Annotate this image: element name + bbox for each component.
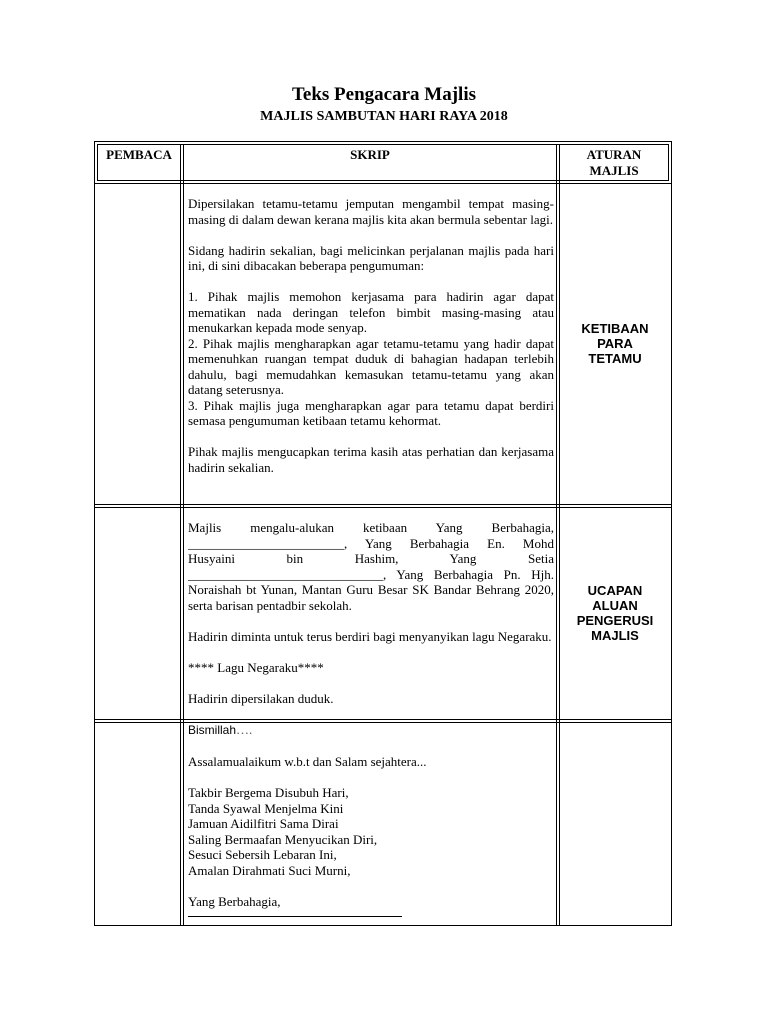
row2-aturan [560, 583, 670, 643]
header-skrip: SKRIP [350, 147, 390, 162]
row1-aturan-line: PARA [597, 336, 633, 351]
pantun-line: Takbir Bergema Disubuh Hari, [188, 785, 349, 800]
header-aturan-line1: ATURAN [586, 147, 642, 162]
closing-line: Yang Berbahagia, [188, 893, 281, 909]
header-aturan [560, 147, 668, 179]
row2-aturan-line: MAJLIS [591, 628, 639, 643]
name-blank-3 [188, 916, 402, 917]
row3-script [188, 722, 554, 909]
greeting-line: Assalamualaikum w.b.t dan Salam sejahtera... [188, 754, 427, 769]
table-border-right-inner [668, 144, 669, 180]
row-divider-1 [94, 504, 672, 505]
header-pembaca: PEMBACA [106, 147, 172, 162]
bismillah-text: Bismillah [188, 723, 237, 737]
row2-script [188, 520, 554, 706]
row2-line-text: , Yang Berbahagia En. Mohd [344, 535, 554, 551]
column-divider-2 [556, 144, 557, 926]
row1-paragraph: Sidang hadirin sekalian, bagi melicinkan perjalanan majlis pada hari ini, di sini dibacakan beberapa pengumuman: [188, 242, 554, 273]
name-blank-1: ________________________ [188, 535, 344, 551]
header-aturan-line2: MAJLIS [589, 163, 639, 178]
row2-paragraph: Hadirin diminta untuk terus berdiri bagi menyanyikan lagu Negaraku. [188, 628, 552, 644]
pantun-line: Tanda Syawal Menjelma Kini [188, 800, 344, 816]
row1-paragraph: 1. Pihak majlis memohon kerjasama para hadirin agar dapat mematikan nada deringan telefon bimbit masing-masing atau menukarkan kepada mode senyap. [188, 289, 554, 335]
row1-aturan-line: KETIBAAN [581, 321, 649, 336]
row2-line [188, 536, 554, 552]
row2-aturan-line: ALUAN [592, 598, 638, 613]
document-title: Teks Pengacara Majlis [291, 84, 476, 105]
pantun-line: Jamuan Aidilfitri Sama Dirai [188, 816, 339, 831]
pantun-line: Sesuci Sebersih Lebaran Ini, [188, 847, 337, 862]
column-divider-1b [183, 144, 184, 926]
name-blank-2: ______________________________ [188, 566, 383, 582]
row1-aturan [560, 321, 670, 366]
bismillah-dots: …. [236, 722, 253, 737]
row2-line-text: , Yang Berbahagia Pn. Hjh. [383, 566, 554, 582]
lagu-negaraku-note: **** Lagu Negaraku**** [188, 659, 324, 675]
pantun-line: Saling Bermaafan Menyucikan Diri, [188, 831, 378, 847]
row2-line [188, 567, 554, 583]
row-divider-1b [94, 507, 672, 508]
row1-paragraph: Dipersilakan tetamu-tetamu jemputan mengambil tempat masing-masing di dalam dewan kerana majlis kita akan bermula sebentar lagi. [188, 196, 554, 227]
row-divider-2 [94, 719, 672, 720]
column-divider-2b [559, 144, 560, 926]
row1-aturan-line: TETAMU [588, 351, 642, 366]
row2-aturan-line: PENGERUSI [576, 613, 654, 628]
document-subtitle: MAJLIS SAMBUTAN HARI RAYA 2018 [260, 109, 508, 124]
row1-script [188, 196, 554, 475]
row1-paragraph: Pihak majlis mengucapkan terima kasih atas perhatian dan kerjasama hadirin sekalian. [188, 444, 554, 475]
row1-paragraph: 3. Pihak majlis juga mengharapkan agar para tetamu dapat berdiri semasa pengumuman ketibaan tetamu kehormat. [188, 397, 554, 428]
row1-paragraph: 2. Pihak majlis mengharapkan agar tetamu-tetamu yang hadir dapat memenuhkan ruangan tempat duduk di bahagian hadapan terlebih dahulu, bagi memudahkan kemasukan tetamu-tetamu yang akan datang seterusnya. [188, 335, 554, 397]
column-divider-1 [180, 144, 181, 926]
row2-line: Husyaini bin Hashim, Yang Setia [188, 551, 554, 566]
row2-line: Noraishah bt Yunan, Mantan Guru Besar SK Bandar Behrang 2020, serta barisan pentadbir sekolah. [188, 582, 554, 613]
row2-aturan-line: UCAPAN [587, 583, 643, 598]
bismillah-line [188, 722, 554, 739]
row2-paragraph: Hadirin dipersilakan duduk. [188, 690, 334, 706]
row2-line: Majlis mengalu-alukan ketibaan Yang Berbahagia, [188, 520, 554, 535]
pantun-line: Amalan Dirahmati Suci Murni, [188, 862, 351, 878]
